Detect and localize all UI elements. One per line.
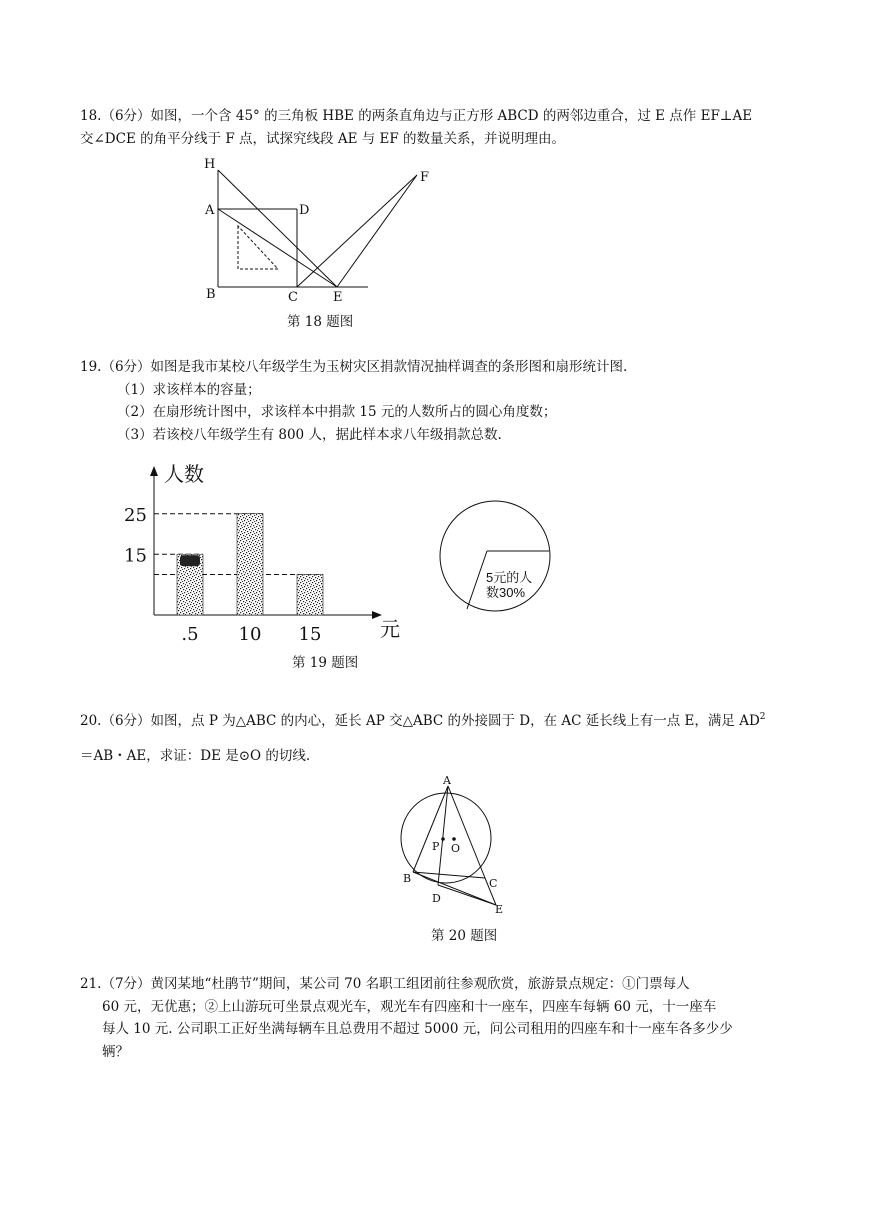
q20-text-main: 20.（6分）如图，点 P 为△ABC 的内心，延长 AP 交△ABC 的外接圆于 D，在 AC 延长线上有一点 E，满足 AD — [80, 713, 760, 729]
q21-text-line2: 60 元，无优惠；②上山游玩可坐景点观光车，观光车有四座和十一座车，四座车每辆 60 元，十一座车 — [102, 999, 717, 1015]
q18-figure-caption: 第 18 题图 — [287, 314, 354, 330]
q20-text-line2: ＝AB・AE，求证：DE 是⊙O 的切线. — [80, 748, 311, 764]
y-tick-label: 25 — [124, 504, 147, 526]
y-tick-label: 15 — [124, 545, 147, 567]
q19-sub1: （1）求该样本的容量； — [117, 382, 261, 398]
q21-text-line1: 21.（7分）黄冈某地“杜鹃节”期间，某公司 70 名职工组团前往参观欣赏，旅游景点规定：①门票每人 — [80, 976, 690, 992]
q18-text-line2: 交∠DCE 的角平分线于 F 点，试探究线段 AE 与 EF 的数量关系，并说明理由。 — [80, 131, 566, 147]
x-tick-label: 15 — [298, 624, 322, 645]
label-c: C — [489, 877, 498, 890]
x-axis-label: 元 — [380, 617, 400, 641]
q21-text-line4: 辆？ — [102, 1044, 129, 1060]
label-o: O — [451, 842, 461, 855]
segment-ad — [438, 786, 448, 885]
q20-figure-caption: 第 20 题图 — [431, 928, 498, 944]
q18-text-line1: 18.（6分）如图，一个含 45° 的三角板 HBE 的两条直角边与正方形 ABCD 的两邻边重合，过 E 点作 EF⊥AE — [80, 108, 753, 124]
label-a: A — [205, 203, 215, 218]
label-f: F — [420, 170, 430, 185]
label-p: P — [432, 840, 440, 853]
segment-ab — [413, 786, 448, 872]
label-b: B — [403, 872, 412, 885]
label-a: A — [443, 774, 451, 787]
segment-be — [413, 872, 496, 905]
q19-sub2: （2）在扇形统计图中，求该样本中捐款 15 元的人数所占的圆心角度数； — [117, 404, 557, 420]
q19-sub3: （3）若该校八年级学生有 800 人，据此样本求八年级捐款总数. — [117, 427, 502, 443]
q21-text-line3: 每人 10 元. 公司职工正好坐满每辆车且总费用不超过 5000 元，问公司租用的四座车和十一座车各多少少 — [102, 1021, 733, 1037]
x-tick-label: 10 — [238, 624, 262, 645]
point-o — [452, 837, 456, 841]
label-h: H — [204, 157, 216, 172]
segment-ac — [448, 786, 485, 878]
segment-de — [438, 885, 496, 905]
label-d: D — [432, 892, 441, 905]
q20-superscript: 2 — [759, 712, 766, 722]
pie-label-line2: 数30% — [486, 585, 526, 600]
pie-label-line1: 5元的人 — [486, 570, 533, 585]
q19-text-line1: 19.（6分）如图是我市某校八年级学生为玉树灾区捐款情况抽样调查的条形图和扇形统计图. — [80, 359, 628, 375]
q19-figure-caption: 第 19 题图 — [292, 655, 359, 671]
label-b: B — [206, 287, 216, 302]
x-tick-label: .5 — [181, 624, 199, 645]
label-e: E — [333, 290, 343, 305]
label-e: E — [495, 903, 504, 916]
point-p — [441, 837, 445, 841]
label-c: C — [288, 290, 298, 305]
label-d: D — [299, 203, 310, 218]
y-axis-label: 人数 — [164, 462, 204, 486]
